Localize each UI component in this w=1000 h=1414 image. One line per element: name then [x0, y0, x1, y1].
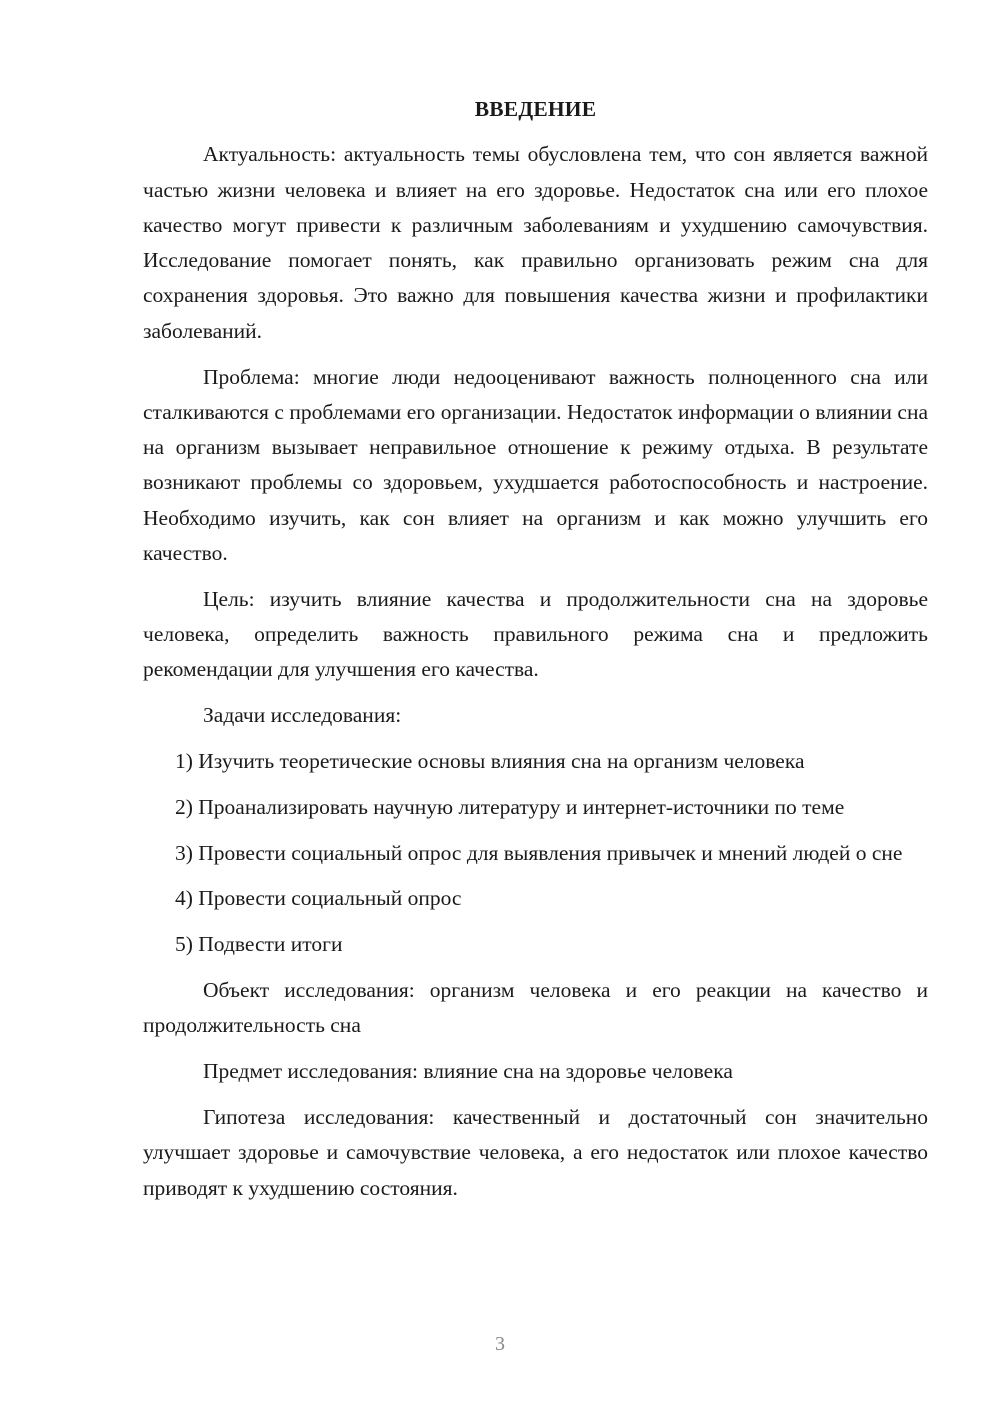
- task-item: 5) Подвести итоги: [175, 932, 343, 957]
- subject-paragraph: Предмет исследования: влияние сна на здоровье человека: [203, 1059, 733, 1084]
- section-title: ВВЕДЕНИЕ: [474, 97, 597, 121]
- task-item: 2) Проанализировать научную литературу и интернет-источники по теме: [175, 794, 845, 819]
- task-item: 3) Провести социальный опрос для выявления привычек и мнений людей о сне: [175, 840, 903, 865]
- task-item: 4) Провести социальный опрос: [175, 886, 462, 911]
- task-item: 1) Изучить теоретические основы влияния сна на организм человека: [175, 749, 805, 774]
- relevance-paragraph: Актуальность: актуальность темы обусловлена тем, что сон является важной частью жизни человека и влияет на его здоровье. Недостаток сна или его плохое качество могут привести к различным заболеваниям и ухудшению самочувствия. Исследование помогает понять, как правильно организовать режим сна для сохранения здоровья. Это важно для повышения качества жизни и профилактики заболеваний.: [143, 142, 928, 343]
- problem-paragraph: Проблема: многие люди недооценивают важность полноценного сна или сталкиваются с проблемами его организации. Недостаток информации о влиянии сна на организм вызывает неправильное отношение к режиму отдыха. В результате возникают проблемы со здоровьем, ухудшается работоспособность и настроение. Необходимо изучить, как сон влияет на организм и как можно улучшить его качество.: [143, 364, 928, 566]
- object-paragraph: Объект исследования: организм человека и его реакции на качество и продолжительность сна: [143, 978, 928, 1038]
- page-number: 3: [495, 1333, 505, 1355]
- tasks-heading: Задачи исследования:: [203, 703, 402, 728]
- goal-paragraph: Цель: изучить влияние качества и продолжительности сна на здоровье человека, определить важность правильного режима сна и предложить рекомендации для улучшения его качества.: [143, 586, 928, 682]
- hypothesis-paragraph: Гипотеза исследования: качественный и достаточный сон значительно улучшает здоровье и самочувствие человека, а его недостаток или плохое качество приводят к ухудшению состояния.: [143, 1104, 928, 1200]
- document-page: [143, 92, 928, 1216]
